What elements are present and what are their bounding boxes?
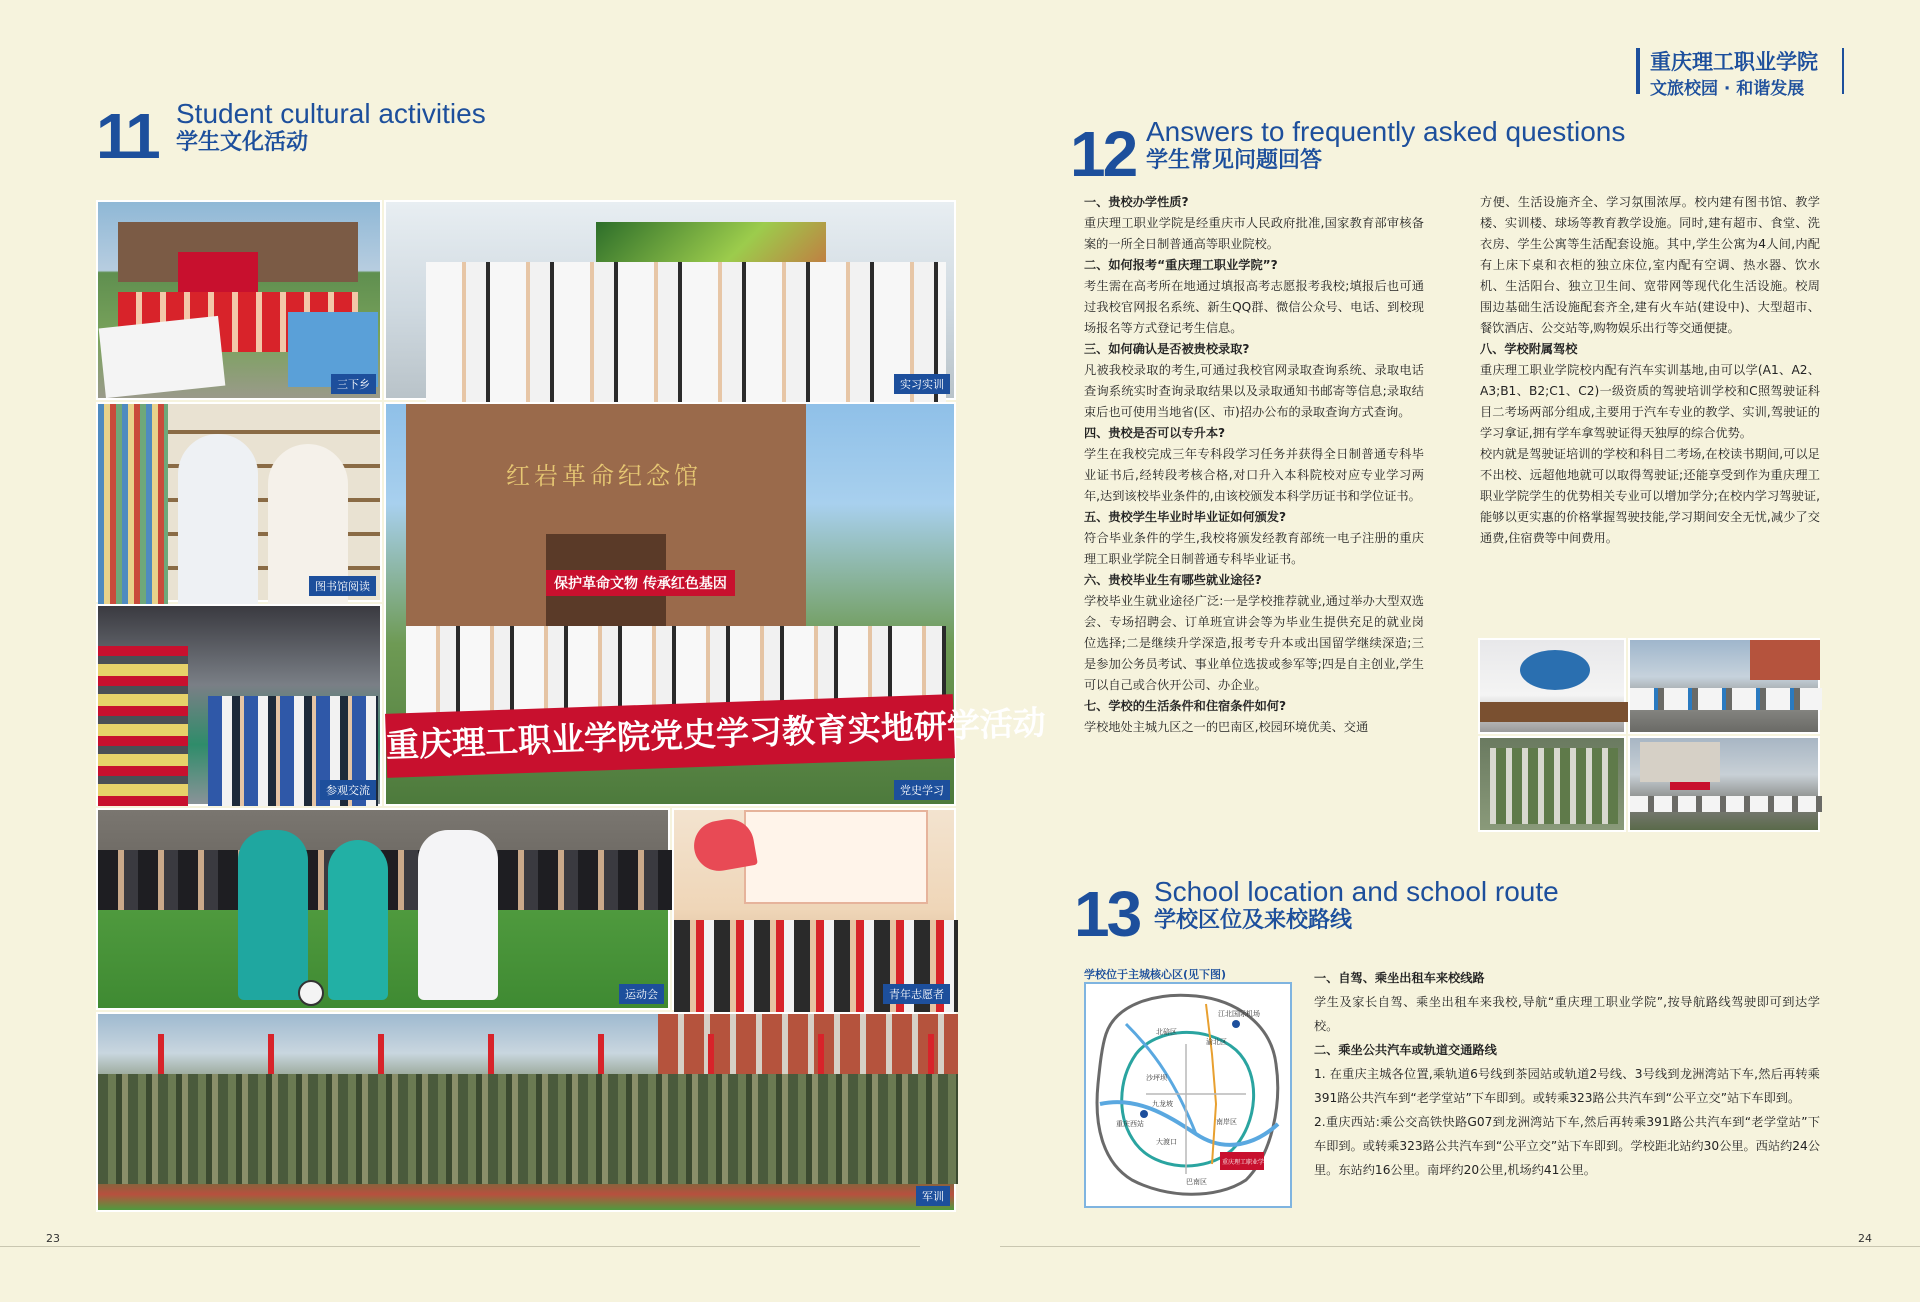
map-label: 九龙坡 bbox=[1152, 1100, 1173, 1108]
photo-caption: 军训 bbox=[916, 1186, 950, 1206]
page-number-right: 24 bbox=[1858, 1232, 1872, 1245]
apartment-block bbox=[1640, 742, 1720, 782]
museum-sign: 红岩革命纪念馆 bbox=[506, 462, 702, 490]
player-teal-1 bbox=[238, 830, 308, 1000]
route-heading: 一、自驾、乘坐出租车来校线路 bbox=[1314, 971, 1485, 985]
map-svg bbox=[1086, 984, 1290, 1206]
course-lanes bbox=[1490, 748, 1618, 824]
route-column bbox=[1314, 966, 1820, 1182]
faq-right-column bbox=[1480, 192, 1820, 549]
faq-question: 七、学校的生活条件和住宿条件如何? bbox=[1084, 699, 1287, 713]
photo-caption: 运动会 bbox=[619, 984, 664, 1004]
map-label: 渝北区 bbox=[1206, 1038, 1227, 1046]
west-station-marker bbox=[1140, 1110, 1148, 1118]
player-teal-2 bbox=[328, 840, 388, 1000]
footer-line-right bbox=[1000, 1246, 1920, 1247]
route-heading: 二、乘坐公共汽车或轨道交通路线 bbox=[1314, 1043, 1497, 1057]
photo-internship-training bbox=[384, 200, 956, 400]
red-building bbox=[1750, 640, 1820, 680]
map-label: 重庆理工职业学院 bbox=[1222, 1159, 1271, 1166]
faq-answer: 符合毕业条件的学生,我校将颁发经教育部统一电子注册的重庆理工职业学院全日制普通专科毕业证书。 bbox=[1084, 531, 1424, 566]
faq-answer: 学生在我校完成三年专科段学习任务并获得全日制普通专科毕业证书后,经转段考核合格,对口升入本科院校对应专业学习两年,达到该校毕业条件的,由该校颁发本科学历证书和学位证书。 bbox=[1084, 447, 1424, 503]
red-sign bbox=[1670, 782, 1710, 790]
player-white bbox=[418, 830, 498, 1000]
photo-caption: 实习实训 bbox=[894, 374, 950, 394]
map-label: 江北国际机场 bbox=[1218, 1010, 1260, 1018]
section13-title-en: School location and school route bbox=[1154, 876, 1559, 907]
white-flag bbox=[99, 316, 226, 398]
photo-caption: 三下乡 bbox=[331, 374, 376, 394]
football bbox=[298, 980, 324, 1006]
section13-number: 13 bbox=[1074, 878, 1140, 950]
office-logo-wall bbox=[1520, 650, 1590, 690]
faq-answer: 方便、生活设施齐全、学习氛围浓厚。校内建有图书馆、教学楼、实训楼、球场等教育教学设施。同时,建有超市、食堂、洗衣房、学生公寓等生活配套设施。其中,学生公寓为4人间,内配有上床下桌和衣柜的独立床位,室内配有空调、热水器、饮水机、生活阳台、独立卫生间、宽带网等现代化生活设施。校周围边基础生活设施配套齐全,建有火车站(建设中)、大型超市、餐饮酒店、公交站等,购物娱乐出行等交通便捷。 bbox=[1480, 195, 1820, 335]
parked-cars bbox=[1630, 796, 1822, 812]
photo-library-reading bbox=[96, 402, 382, 602]
faq-answer: 重庆理工职业学院校内配有汽车实训基地,由可以学(A1、A2、A3;B1、B2;C1、C2)一级资质的驾驶培训学校和C照驾驶证科目二考场两部分组成,主要用于汽车专业的教学、实训,驾驶证的学习拿证,拥有学车拿驾驶证得天独厚的综合优势。 bbox=[1480, 363, 1820, 440]
bookshelf-left bbox=[98, 404, 168, 604]
faq-question: 二、如何报考“重庆理工职业学院”? bbox=[1084, 258, 1278, 272]
faq-answer: 学校地处主城九区之一的巴南区,校园环境优美、交通 bbox=[1084, 720, 1369, 734]
section12-title-cn: 学生常见问题回答 bbox=[1146, 148, 1323, 173]
photo-caption: 参观交流 bbox=[320, 780, 376, 800]
section11-number: 11 bbox=[96, 100, 158, 172]
faq-left-column bbox=[1084, 192, 1424, 738]
map-label: 重庆西站 bbox=[1116, 1120, 1144, 1128]
faq-question: 五、贵校学生毕业时毕业证如何颁发? bbox=[1084, 510, 1287, 524]
faq-answer: 学校毕业生就业途径广泛:一是学校推荐就业,通过举办大型双选会、专场招聘会、订单班宣讲会等为毕业生提供充足的就业岗位选择;二是继续升学深造,报考专升本或出国留学继续深造;三是参加公务员考试、事业单位选拔或参军等;四是自主创业,学生可以自己或合伙开公司、办企业。 bbox=[1084, 594, 1424, 692]
photo-driving-test-course bbox=[1478, 736, 1626, 832]
red-banner: 重庆理工职业学院党史学习教育实地研学活动 bbox=[385, 694, 955, 778]
map-label: 大渡口 bbox=[1156, 1138, 1177, 1146]
map-label: 巴南区 bbox=[1186, 1178, 1207, 1186]
faq-question: 六、贵校毕业生有哪些就业途径? bbox=[1084, 573, 1262, 587]
workstations-left bbox=[98, 646, 188, 806]
page-number-left: 23 bbox=[46, 1232, 60, 1245]
route-text: 2.重庆西站:乘公交高铁快路G07到龙洲湾站下车,然后再转乘391路公共汽车到“老学堂站”下车即到。或转乘323路公共汽车到“公平立交”站下车即到。学校距北站约30公里。西站约24公里。东站约16公里。南坪约20公里,机场约41公里。 bbox=[1314, 1115, 1820, 1177]
faq-answer: 考生需在高考所在地通过填报高考志愿报考我校;填报后也可通过我校官网报名系统、新生QQ群、微信公众号、电话、到校现场报名等方式登记考生信息。 bbox=[1084, 279, 1424, 335]
footer-line-left bbox=[0, 1246, 920, 1247]
photo-military-training bbox=[96, 1012, 956, 1212]
photo-caption: 青年志愿者 bbox=[883, 984, 950, 1004]
header-accent-bar-right bbox=[1842, 48, 1844, 94]
school-slogan: 文旅校园 · 和谐发展 bbox=[1650, 79, 1805, 99]
section12-number: 12 bbox=[1070, 118, 1136, 190]
photo-youth-volunteers bbox=[672, 808, 956, 1010]
section12-title-en: Answers to frequently asked questions bbox=[1146, 116, 1626, 147]
faq-answer: 校内就是驾驶证培训的学校和科目二考场,在校读书期间,可以足不出校、远超他地就可以取得驾驶证;还能享受到作为重庆理工职业学院学生的优势相关专业可以增加学分;在校内学习驾驶证,能够以更实惠的价格掌握驾驶技能,学习期间安全无忧,减少了交通费,住宿费等中间费用。 bbox=[1480, 447, 1820, 545]
school-name: 重庆理工职业学院 bbox=[1650, 50, 1818, 74]
photo-visit-exchange bbox=[96, 604, 382, 806]
student-boy bbox=[178, 434, 258, 604]
poster-wall bbox=[744, 810, 928, 904]
map-label: 沙坪坝 bbox=[1146, 1074, 1167, 1082]
photo-caption: 党史学习 bbox=[894, 780, 950, 800]
photo-sports-meet bbox=[96, 808, 670, 1010]
camouflage-troops bbox=[98, 1074, 958, 1184]
faq-answer: 重庆理工职业学院是经重庆市人民政府批准,国家教育部审核备案的一所全日制普通高等职业院校。 bbox=[1084, 216, 1424, 251]
route-text: 学生及家长自驾、乘坐出租车来我校,导航“重庆理工职业学院”,按导航路线驾驶即可到达学校。 bbox=[1314, 995, 1820, 1033]
section13-title-cn: 学校区位及来校路线 bbox=[1154, 908, 1353, 933]
standing-people bbox=[426, 262, 946, 402]
map-label: 北碚区 bbox=[1156, 1028, 1177, 1036]
museum-banner: 保护革命文物 传承红色基因 bbox=[546, 570, 735, 596]
header-brand bbox=[1636, 46, 1846, 98]
section11-title-cn: 学生文化活动 bbox=[176, 130, 309, 155]
photo-caption: 图书馆阅读 bbox=[309, 576, 376, 596]
airport-marker bbox=[1232, 1020, 1240, 1028]
office-desk bbox=[1480, 702, 1628, 722]
section11-title-en: Student cultural activities bbox=[176, 98, 486, 129]
location-map bbox=[1084, 982, 1292, 1208]
faq-question: 三、如何确认是否被贵校录取? bbox=[1084, 342, 1250, 356]
faq-answer: 凡被我校录取的考生,可通过我校官网录取查询系统、录取电话查询系统实时查询录取结果以及录取通知书邮寄等信息;录取结束后也可使用当地省(区、市)招办公布的录取查询方式查询。 bbox=[1084, 363, 1424, 419]
photo-rural-service bbox=[96, 200, 382, 400]
photo-party-history-study bbox=[384, 402, 1047, 806]
photo-driving-test-site bbox=[1628, 736, 1820, 832]
car-row bbox=[1630, 688, 1822, 710]
faq-question: 四、贵校是否可以专升本? bbox=[1084, 426, 1226, 440]
photo-driving-school-office bbox=[1478, 638, 1626, 734]
map-title: 学校位于主城核心区(见下图) bbox=[1084, 968, 1227, 981]
faq-question: 一、贵校办学性质? bbox=[1084, 195, 1189, 209]
faq-question: 八、学校附属驾校 bbox=[1480, 342, 1578, 356]
route-text: 1. 在重庆主城各位置,乘轨道6号线到茶园站或轨道2号线、3号线到龙洲湾站下车,然后再转乘391路公共汽车到“老学堂站”下车即到。或转乘323路公共汽车到“公平立交”站下车即到。 bbox=[1314, 1067, 1820, 1105]
photo-driving-school-cars bbox=[1628, 638, 1820, 734]
header-accent-bar bbox=[1636, 48, 1640, 94]
map-label: 南岸区 bbox=[1216, 1118, 1237, 1126]
